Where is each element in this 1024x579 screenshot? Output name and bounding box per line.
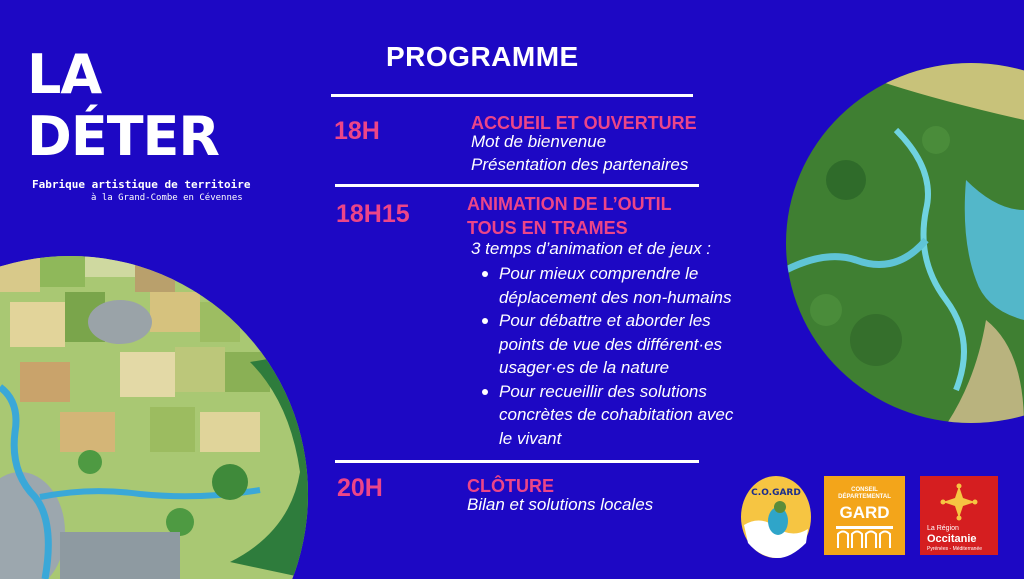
item-line: Mot de bienvenue (471, 132, 607, 151)
divider (331, 94, 693, 97)
list-item: Pour débattre et aborder les points de vue des différent·es usager·es de la nature (480, 309, 733, 380)
gard-logo: CONSEIL DÉPARTEMENTAL GARD (824, 476, 905, 555)
item-heading: CLÔTURE (467, 476, 554, 496)
divider (335, 184, 699, 187)
item-line: Bilan et solutions locales (467, 495, 654, 514)
time-slot: 18H (334, 117, 380, 145)
item-line: Présentation des partenaires (471, 155, 689, 174)
occitanie-logo: La Région Occitanie Pyrénées - Méditerranée (920, 476, 998, 555)
item-heading: ACCUEIL ET OUVERTURE (471, 113, 697, 133)
item-heading: ANIMATION DE L’OUTIL (467, 194, 672, 214)
svg-text:C.O.GARD: C.O.GARD (751, 488, 801, 498)
list-item: Pour recueillir des solutions concrètes de cohabitation avec le vivant (480, 380, 733, 451)
brand-location: à la Grand-Combe en Cévennes (91, 193, 243, 203)
cogard-logo (740, 475, 812, 559)
landscape-illustration-right (786, 60, 1024, 425)
brand-title (27, 44, 219, 168)
brand-subtitle: Fabrique artistique de territoire (32, 178, 251, 191)
time-slot: 18H15 (336, 200, 410, 228)
programme-title: PROGRAMME (386, 41, 579, 72)
time-slot: 20H (337, 474, 383, 502)
animation-bullets (480, 262, 733, 450)
brand-title-line2: DÉTER (27, 105, 220, 168)
occitan-cross-icon (939, 482, 979, 522)
landscape-illustration-left (0, 232, 310, 579)
aqueduct-icon (836, 526, 893, 548)
list-item: Pour mieux comprendre le déplacement des non-humains (480, 262, 733, 309)
item-intro: 3 temps d’animation et de jeux : (471, 239, 712, 258)
divider (335, 460, 699, 463)
item-heading: TOUS EN TRAMES (467, 218, 628, 238)
brand-title-line1: LA (27, 43, 102, 106)
